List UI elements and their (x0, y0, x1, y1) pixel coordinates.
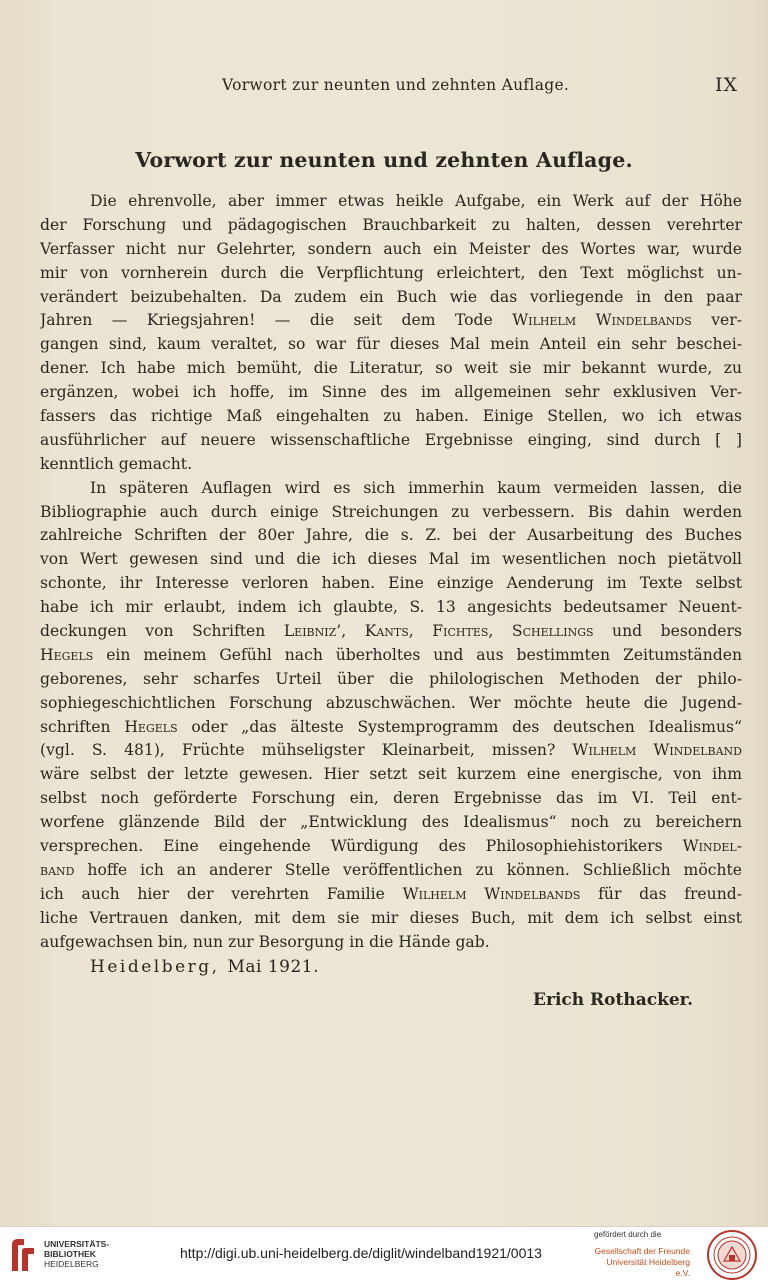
text-segment: dener. Ich habe mich bemüht, die Literatur, so weit sie mir bekannt wurde, zu (40, 359, 742, 378)
person-name: Hegels (40, 645, 94, 664)
text-segment: fassers das richtige Maß eingehalten zu haben. Einige Stellen, wo ich etwas (40, 407, 742, 426)
text-line (40, 787, 742, 811)
text-segment: ein meinem Gefühl nach überholtes und aus bestimmten Zeitumständen (93, 645, 742, 664)
text-line (40, 692, 742, 716)
text-line (40, 811, 742, 835)
text-line (40, 596, 742, 620)
text-segment: Bibliographie auch durch einige Streichungen zu verbessern. Bis dahin werden (40, 502, 742, 521)
text-line (40, 429, 742, 453)
text-segment: worfene glänzende Bild der „Entwicklung des Idealismus“ noch zu bereichern (40, 813, 742, 832)
text-line (40, 238, 742, 262)
person-name: Wilhelm Windelbands (512, 311, 692, 330)
text-segment: geborenes, sehr scharfes Urteil über die philologischen Methoden der philo- (40, 669, 742, 688)
digitization-footer (0, 1226, 768, 1283)
text-segment: kenntlich gemacht. (40, 454, 193, 473)
text-segment: Jahren — Kriegsjahren! — die seit dem Tode (40, 311, 513, 330)
text-line (40, 501, 742, 525)
text-segment: und besonders (593, 622, 742, 641)
text-line (40, 739, 742, 763)
text-segment: gangen sind, kaum veraltet, so war für dieses Mal mein Anteil ein sehr beschei- (40, 335, 742, 354)
text-segment: deckungen von Schriften (40, 622, 284, 641)
text-segment: sophiegeschichtlichen Forschung abzuschwächen. Wer möchte heute die Jugend- (40, 693, 742, 712)
place-date (90, 957, 319, 977)
person-name: Wilhelm Windelbands (402, 884, 581, 903)
text-line (40, 262, 742, 286)
text-line (40, 190, 742, 214)
sponsor-name: Gesellschaft der Freunde Universität Heidelberg e.V. (594, 1246, 690, 1278)
text-line (40, 548, 742, 572)
text-segment: verändert beizubehalten. Da zudem ein Buch wie das vorliegende in den paar (40, 287, 742, 306)
text-segment: ergänzen, wobei ich hoffe, im Sinne des im allgemeinen sehr exklusiven Ver- (40, 383, 742, 402)
date: Mai 1921. (227, 957, 320, 977)
person-name: Hegels (124, 717, 178, 736)
text-segment: (vgl. S. 481), Früchte mühseligster Kleinarbeit, missen? (40, 741, 573, 760)
text-line (40, 931, 742, 955)
text-segment: hoffe ich an anderer Stelle veröffentlichen zu können. Schließlich möchte (74, 860, 742, 879)
text-line (40, 859, 742, 883)
text-segment: schonte, ihr Interesse verloren haben. Eine einzige Aenderung im Texte selbst (40, 574, 742, 593)
text-line (40, 405, 742, 429)
chapter-title: Vorwort zur neunten und zehnten Auflage. (135, 148, 633, 172)
text-segment: Die ehrenvolle, aber immer etwas heikle Aufgabe, ein Werk auf der Höhe (90, 192, 742, 210)
text-segment: Verfasser nicht nur Gelehrter, sondern auch ein Meister des Wortes war, wurde (40, 239, 742, 258)
text-line (40, 214, 742, 238)
text-segment: liche Vertrauen danken, mit dem sie mir dieses Buch, mit dem ich selbst einst (40, 908, 742, 927)
running-head (0, 76, 768, 100)
text-segment: wäre selbst der letzte gewesen. Hier setzt seit kurzem eine energische, von ihm (40, 765, 742, 784)
person-name: Wilhelm Windelband (572, 741, 742, 760)
text-line (40, 286, 742, 310)
body-text (40, 190, 742, 955)
library-logo-icon (8, 1235, 40, 1275)
text-line (40, 644, 742, 668)
place: Heidelberg, (90, 957, 220, 977)
text-line (40, 835, 742, 859)
person-name: Windel- (682, 837, 742, 856)
text-line (40, 309, 742, 333)
person-name: Leibniz’, Kants, Fichtes, Schellings (283, 622, 594, 641)
text-segment: ver- (691, 311, 742, 330)
text-segment: von Wert gewesen sind und die ich dieses Mal im wesentlichen noch pietätvoll (40, 550, 742, 569)
text-segment: ich auch hier der verehrten Familie (40, 884, 403, 903)
library-name: UNIVERSITÄTS- BIBLIOTHEK HEIDELBERG (44, 1239, 110, 1269)
text-segment: habe ich mir erlaubt, indem ich glaubte, S. 13 angesichts bedeutsamer Neuent- (40, 598, 742, 617)
text-segment: selbst noch geförderte Forschung ein, deren Ergebnisse das im VI. Teil ent- (40, 789, 742, 808)
text-segment: oder „das älteste Systemprogramm des deutschen Idealismus“ (177, 717, 742, 736)
text-segment: versprechen. Eine eingehende Würdigung des Philosophiehistorikers (40, 837, 683, 856)
text-line (40, 453, 742, 477)
text-segment: der Forschung und pädagogischen Brauchbarkeit zu halten, dessen verehrter (40, 215, 742, 234)
text-line (40, 716, 742, 740)
university-seal-icon (706, 1229, 758, 1281)
text-line (40, 477, 742, 501)
text-line (40, 333, 742, 357)
text-line (40, 883, 742, 907)
person-name: band (40, 860, 75, 879)
text-segment: In späteren Auflagen wird es sich immerhin kaum vermeiden lassen, die (90, 478, 742, 497)
permalink-url[interactable]: http://digi.ub.uni-heidelberg.de/diglit/windelband1921/0013 (180, 1245, 542, 1261)
text-segment: ausführlicher auf neuere wissenschaftliche Ergebnisse einging, sind durch [ ] (40, 430, 742, 449)
text-line (40, 907, 742, 931)
page-number: IX (714, 74, 738, 96)
text-line (40, 763, 742, 787)
text-segment: zahlreiche Schriften der 80er Jahre, die s. Z. bei der Ausarbeitung des Buches (40, 526, 742, 545)
text-segment: für das freund- (580, 884, 742, 903)
text-line (40, 524, 742, 548)
sponsor-label: gefördert durch die (594, 1230, 662, 1239)
signature: Erich Rothacker. (533, 990, 693, 1010)
text-line (40, 668, 742, 692)
text-segment: aufgewachsen bin, nun zur Besorgung in die Hände gab. (40, 932, 490, 951)
text-line (40, 572, 742, 596)
text-segment: schriften (40, 717, 125, 736)
text-segment: mir von vornherein durch die Verpflichtung erleichtert, den Text möglichst un- (40, 263, 742, 282)
text-line (40, 357, 742, 381)
text-line (40, 620, 742, 644)
running-head-title: Vorwort zur neunten und zehnten Auflage. (222, 76, 570, 94)
text-line (40, 381, 742, 405)
